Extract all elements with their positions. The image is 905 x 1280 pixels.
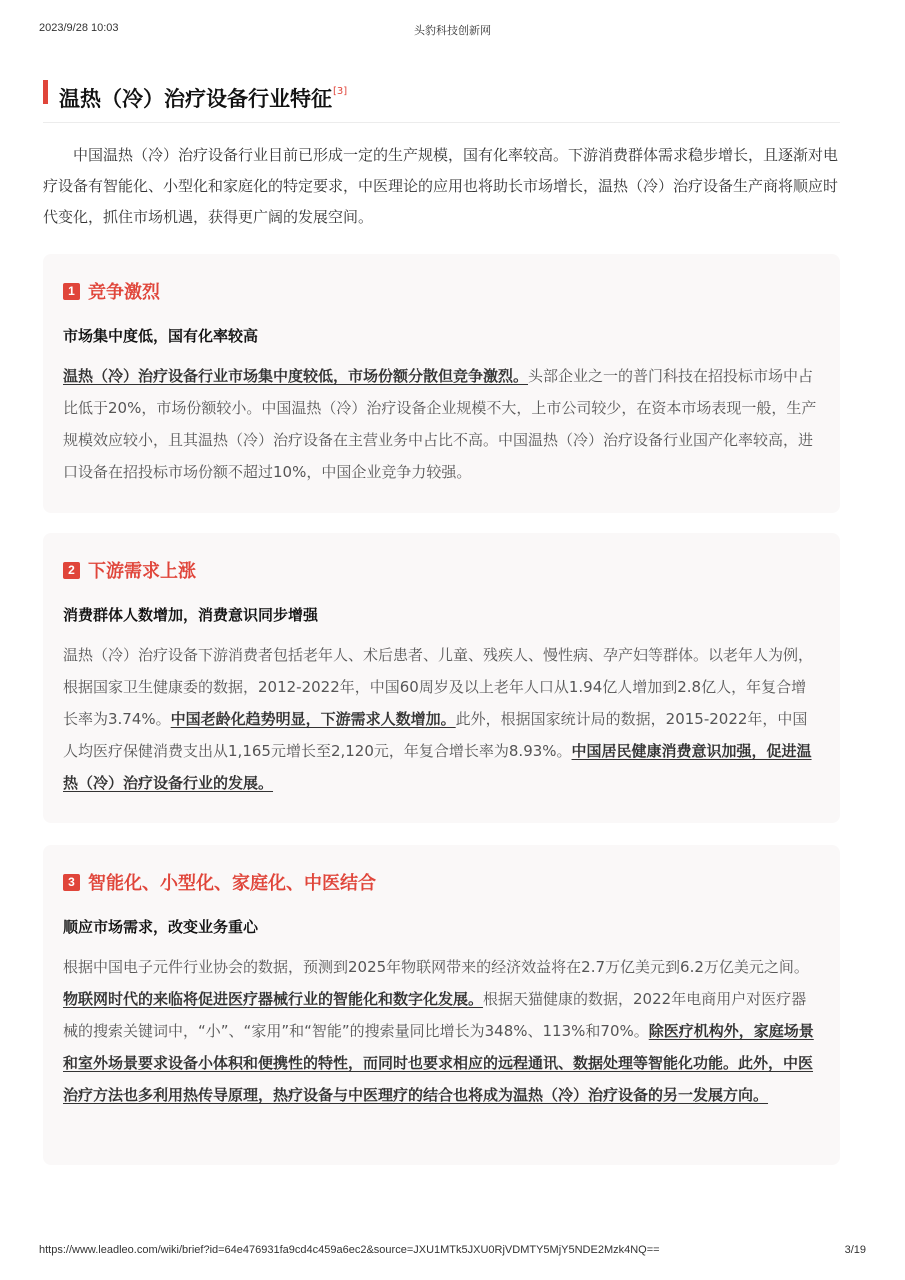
intro-paragraph: 中国温热（冷）治疗设备行业目前已形成一定的生产规模，国有化率较高。下游消费群体需求稳步增长，且逐渐对电疗设备有智能化、小型化和家庭化的特定要求，中医理论的应用也将助长市场增长，温热（冷）治疗设备生产商将顺应时代变化，抓住市场机遇，获得更广阔的发展空间。 <box>43 146 839 226</box>
feature-card-trends <box>43 845 840 1165</box>
number-badge: 2 <box>63 562 80 579</box>
card-subheading: 消费群体人数增加，消费意识同步增强 <box>63 606 319 624</box>
highlight-text: 物联网时代的来临将促进医疗器械行业的智能化和数字化发展。 <box>63 990 484 1008</box>
card-header <box>63 555 820 585</box>
print-header <box>0 22 905 38</box>
body-text: 温热（冷）治疗设备下游消费者包括老年人、术后患者、儿童、残疾人、慢性病、孕产妇等群体。以老年人为例，根据国家卫生健康委的数据，2012-2022年，中国60周岁及以上老年人口从1.94亿人增加到2.8亿人，年复合增长率为3.74%。 <box>63 646 814 728</box>
feature-card-demand <box>43 533 840 823</box>
card-title: 智能化、小型化、家庭化、中医结合 <box>88 873 376 894</box>
number-badge: 1 <box>63 283 80 300</box>
card-header <box>63 276 820 306</box>
card-body <box>63 639 820 799</box>
highlight-text: 中国居民健康消费意识加强，促进温热（冷）治疗设备行业的发展。 <box>63 742 812 792</box>
footnote-link[interactable]: [3] <box>333 86 348 97</box>
section-title <box>59 78 347 113</box>
print-datetime: 2023/9/28 10:03 <box>39 22 119 34</box>
card-body <box>63 951 820 1111</box>
section-title-text: 温热（冷）治疗设备行业特征 <box>59 87 332 111</box>
card-title: 竞争激烈 <box>88 282 160 303</box>
body-text: 根据天猫健康的数据，2022年电商用户对医疗器械的搜索关键词中，“小”、“家用”和“智能”的搜索量同比增长为348%、113%和70%。 <box>63 990 807 1040</box>
card-subheading: 市场集中度低，国有化率较高 <box>63 327 259 345</box>
highlight-text: 温热（冷）治疗设备行业市场集中度较低，市场份额分散但竞争激烈。 <box>63 367 529 385</box>
card-subheading: 顺应市场需求，改变业务重心 <box>63 918 259 936</box>
body-text: 此外，根据国家统计局的数据，2015-2022年，中国人均医疗保健消费支出从1,165元增长至2,120元，年复合增长率为8.93%。 <box>63 710 808 760</box>
highlight-text: 除医疗机构外，家庭场景和室外场景要求设备小体积和便携性的特性，而同时也要求相应的远程通讯、数据处理等智能化功能。此外，中医治疗方法也多利用热传导原理，热疗设备与中医理疗的结合也将成为温热（冷）治疗设备的另一发展方向。 <box>63 1022 814 1104</box>
page-number: 3/19 <box>844 1244 866 1256</box>
highlight-text: 中国老龄化趋势明显，下游需求人数增加。 <box>170 710 456 728</box>
feature-card-competition <box>43 254 840 513</box>
print-url: https://www.leadleo.com/wiki/brief?id=64e476931fa9cd4c459a6ec2&source=JXU1MTk5JXU0RjVDMTY5MjY5NDE2Mzk4NQ== <box>39 1244 660 1256</box>
title-divider <box>43 122 840 123</box>
number-badge: 3 <box>63 874 80 891</box>
body-text: 根据中国电子元件行业协会的数据，预测到2025年物联网带来的经济效益将在2.7万亿美元到6.2万亿美元之间。 <box>63 958 809 976</box>
print-site-title: 头豹科技创新网 <box>414 25 491 37</box>
section-title-row <box>43 78 840 111</box>
card-header <box>63 867 820 897</box>
title-accent-bar <box>43 80 48 104</box>
card-body <box>63 360 820 488</box>
body-text: 头部企业之一的普门科技在招投标市场中占比低于20%，市场份额较小。中国温热（冷）治疗设备企业规模不大，上市公司较少，在资本市场表现一般，生产规模效应较小，且其温热（冷）治疗设备在主营业务中占比不高。中国温热（冷）治疗设备行业国产化率较高，进口设备在招投标市场份额不超过10%，中国企业竞争力较强。 <box>63 367 817 481</box>
print-footer <box>0 1244 905 1260</box>
card-title: 下游需求上涨 <box>88 561 196 582</box>
